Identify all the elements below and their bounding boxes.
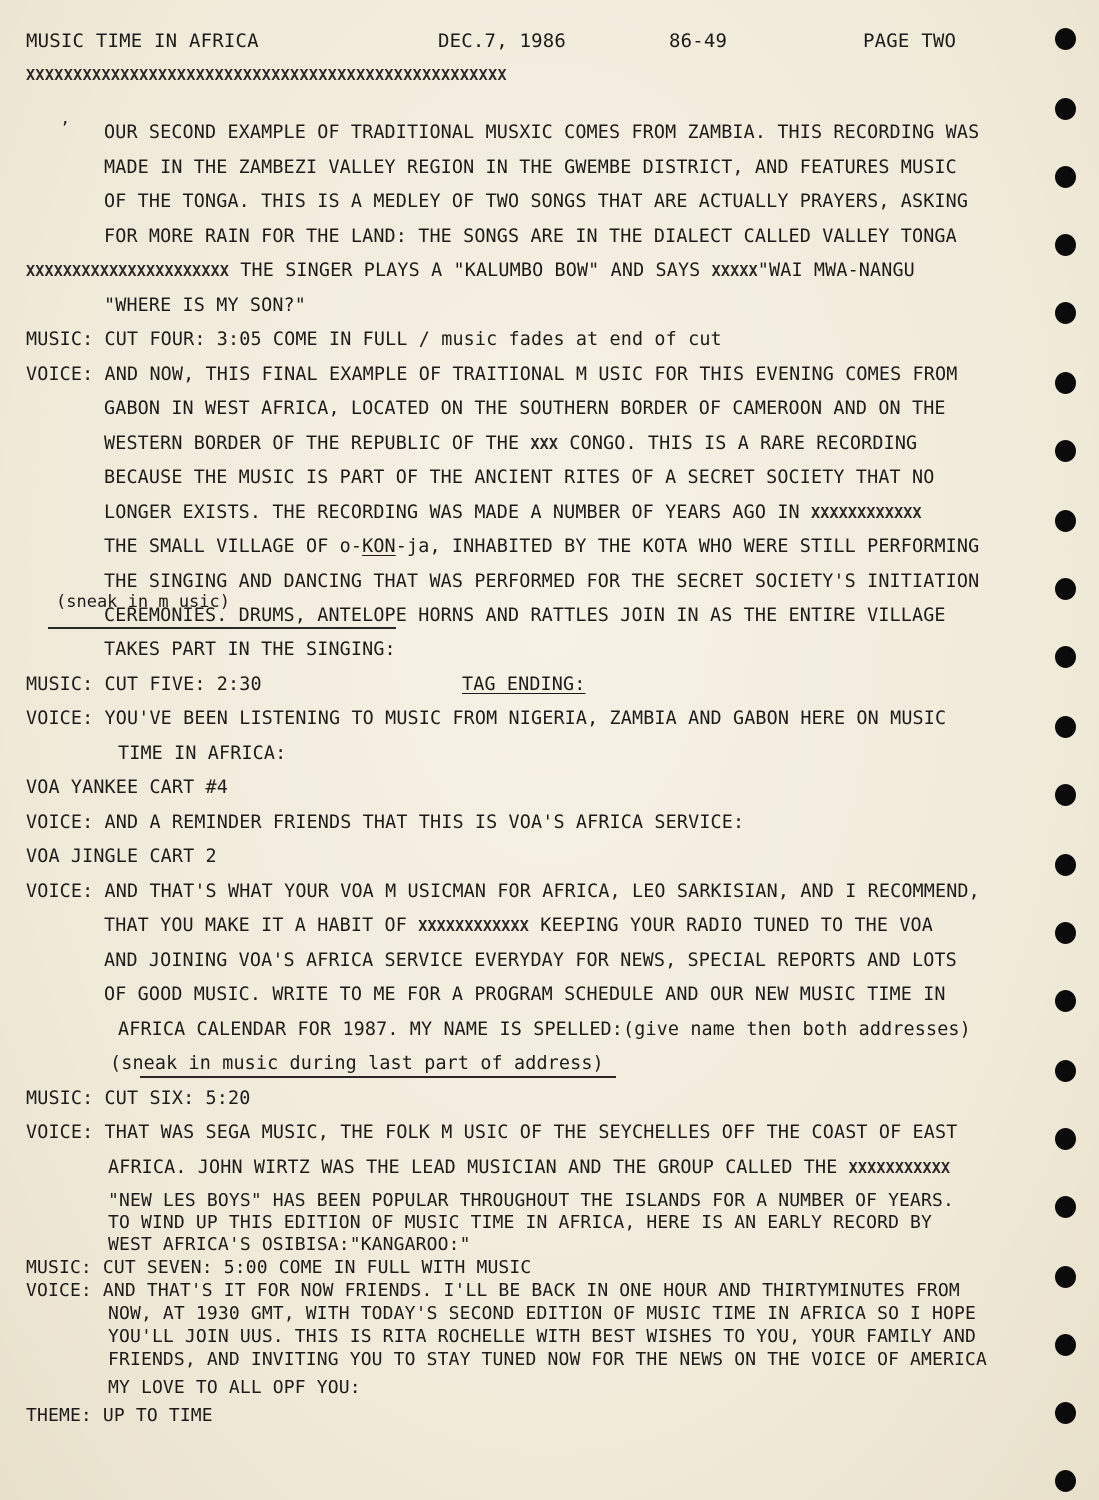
- script-line: THE SINGING AND DANCING THAT WAS PERFORMED FOR THE SECRET SOCIETY'S INITIATION: [104, 571, 980, 592]
- program-title: MUSIC TIME IN AFRICA: [26, 30, 259, 52]
- script-line: TIME IN AFRICA:: [118, 743, 287, 764]
- script-line: OF THE TONGA. THIS IS A MEDLEY OF TWO SONGS THAT ARE ACTUALLY PRAYERS, ASKING: [104, 191, 969, 212]
- binder-hole: [1055, 440, 1076, 462]
- script-text: LONGER EXISTS. THE RECORDING WAS MADE A NUMBER OF YEARS AGO IN: [104, 502, 811, 523]
- script-line: OUR SECOND EXAMPLE OF TRADITIONAL MUSXIC COMES FROM ZAMBIA. THIS RECORDING WAS: [104, 122, 980, 143]
- music-cue: MUSIC: CUT SEVEN: 5:00 COME IN FULL WITH MUSIC: [26, 1257, 532, 1278]
- tag-ending-label: TAG ENDING:: [462, 674, 586, 695]
- binder-hole: [1055, 1196, 1076, 1218]
- script-line: BECAUSE THE MUSIC IS PART OF THE ANCIENT RITES OF A SECRET SOCIETY THAT NO: [104, 467, 935, 488]
- script-line: GABON IN WEST AFRICA, LOCATED ON THE SOUTHERN BORDER OF CAMEROON AND ON THE: [104, 398, 946, 419]
- script-text: THE SMALL VILLAGE OF o-: [104, 536, 363, 557]
- script-text: -ja, INHABITED BY THE KOTA WHO WERE STILL PERFORMING: [395, 536, 980, 557]
- script-number: 86-49: [669, 30, 728, 52]
- struck-out-text: XXXXXXXXXXX: [848, 1159, 951, 1177]
- struck-out-text: XXXXXXXXXXXX: [811, 504, 922, 522]
- script-text: CONGO. THIS IS A RARE RECORDING: [558, 433, 918, 454]
- binder-hole: [1055, 510, 1076, 532]
- cart-cue: VOA YANKEE CART #4: [26, 777, 228, 798]
- music-cue: MUSIC: CUT FOUR: 3:05 COME IN FULL / music fades at end of cut: [26, 329, 722, 350]
- binder-hole: [1055, 1402, 1076, 1424]
- script-text: "WAI MWA-NANGU: [757, 260, 915, 281]
- binder-hole: [1055, 854, 1076, 876]
- script-text: KEEPING YOUR RADIO TUNED TO THE VOA: [529, 915, 933, 936]
- page-header: [26, 30, 1036, 56]
- script-line: [26, 259, 1006, 283]
- underline-rule: [140, 1076, 616, 1078]
- binder-hole: [1055, 28, 1076, 50]
- underlined-word: KON: [362, 536, 396, 557]
- script-line: NOW, AT 1930 GMT, WITH TODAY'S SECOND EDITION OF MUSIC TIME IN AFRICA SO I HOPE: [108, 1303, 976, 1324]
- binder-hole: [1055, 372, 1076, 394]
- script-line: AND JOINING VOA'S AFRICA SERVICE EVERYDAY FOR NEWS, SPECIAL REPORTS AND LOTS: [104, 950, 957, 971]
- broadcast-date: DEC.7, 1986: [438, 30, 567, 52]
- voice-cue: VOICE: AND THAT'S IT FOR NOW FRIENDS. I'LL BE BACK IN ONE HOUR AND THIRTYMINUTES FROM: [26, 1280, 960, 1301]
- handwritten-cue: (sneak in music during last part of address): [110, 1053, 604, 1074]
- script-line: OF GOOD MUSIC. WRITE TO ME FOR A PROGRAM SCHEDULE AND OUR NEW MUSIC TIME IN: [104, 984, 946, 1005]
- binder-hole: [1055, 98, 1076, 120]
- binder-hole: [1055, 1334, 1076, 1356]
- voice-cue: VOICE: YOU'VE BEEN LISTENING TO MUSIC FROM NIGERIA, ZAMBIA AND GABON HERE ON MUSIC: [26, 708, 947, 729]
- struck-out-text: XXXXXXXXXXXXXXXXXXXXXX: [26, 262, 230, 280]
- script-line: MY LOVE TO ALL OPF YOU:: [108, 1377, 361, 1398]
- script-line: [104, 501, 1004, 525]
- underline-rule: [48, 627, 396, 629]
- script-line: TO WIND UP THIS EDITION OF MUSIC TIME IN AFRICA, HERE IS AN EARLY RECORD BY: [108, 1212, 933, 1233]
- script-line: "WHERE IS MY SON?": [104, 295, 306, 316]
- binder-hole: [1055, 1266, 1076, 1288]
- binder-hole: [1055, 302, 1076, 324]
- voice-cue: VOICE: AND A REMINDER FRIENDS THAT THIS IS VOA'S AFRICA SERVICE:: [26, 812, 745, 833]
- script-text: AFRICA. JOHN WIRTZ WAS THE LEAD MUSICIAN AND THE GROUP CALLED THE: [108, 1157, 849, 1178]
- page-number: PAGE TWO: [863, 30, 957, 52]
- binder-hole: [1055, 1060, 1076, 1082]
- voice-cue: VOICE: AND NOW, THIS FINAL EXAMPLE OF TRAITIONAL M USIC FOR THIS EVENING COMES FROM: [26, 364, 958, 385]
- struck-out-text: XXX: [530, 435, 559, 453]
- binder-holes: [1055, 24, 1077, 1494]
- theme-cue: THEME: UP TO TIME: [26, 1405, 213, 1426]
- binder-hole: [1055, 166, 1076, 188]
- script-line: FOR MORE RAIN FOR THE LAND: THE SONGS ARE IN THE DIALECT CALLED VALLEY TONGA: [104, 226, 957, 247]
- script-text: THE SINGER PLAYS A "KALUMBO BOW" AND SAYS: [229, 260, 712, 281]
- struck-out-line: XXXXXXXXXXXXXXXXXXXXXXXXXXXXXXXXXXXXXXXXXXXXXXXXXXX: [26, 66, 507, 84]
- binder-hole: [1055, 922, 1076, 944]
- binder-hole: [1055, 990, 1076, 1012]
- handwritten-cue: (sneak in m usic): [56, 592, 230, 612]
- script-line: [104, 432, 917, 456]
- script-line: WEST AFRICA'S OSIBISA:"KANGAROO:": [108, 1234, 471, 1255]
- struck-out-text: XXXXX: [711, 262, 758, 280]
- binder-hole: [1055, 646, 1076, 668]
- script-line: [108, 1156, 1008, 1180]
- music-cue: MUSIC: CUT FIVE: 2:30: [26, 674, 262, 695]
- voice-cue: VOICE: THAT WAS SEGA MUSIC, THE FOLK M USIC OF THE SEYCHELLES OFF THE COAST OF EAST: [26, 1122, 958, 1143]
- voice-cue: VOICE: AND THAT'S WHAT YOUR VOA M USICMAN FOR AFRICA, LEO SARKISIAN, AND I RECOMMEND,: [26, 881, 980, 902]
- script-line: YOU'LL JOIN UUS. THIS IS RITA ROCHELLE WITH BEST WISHES TO YOU, YOUR FAMILY AND: [108, 1326, 976, 1347]
- script-line: [104, 535, 979, 559]
- binder-hole: [1055, 1470, 1076, 1492]
- struck-out-text: XXXXXXXXXXXX: [418, 917, 529, 935]
- music-cue: MUSIC: CUT SIX: 5:20: [26, 1088, 251, 1109]
- jingle-cue: VOA JINGLE CART 2: [26, 846, 217, 867]
- script-line: FRIENDS, AND INVITING YOU TO STAY TUNED NOW FOR THE NEWS ON THE VOICE OF AMERICA: [108, 1349, 987, 1370]
- binder-hole: [1055, 716, 1076, 738]
- binder-hole: [1055, 234, 1076, 256]
- script-text: THAT YOU MAKE IT A HABIT OF: [104, 915, 419, 936]
- script-line: MADE IN THE ZAMBEZI VALLEY REGION IN THE GWEMBE DISTRICT, AND FEATURES MUSIC: [104, 157, 957, 178]
- script-line: CEREMONIES. DRUMS, ANTELOPE HORNS AND RATTLES JOIN IN AS THE ENTIRE VILLAGE: [104, 605, 946, 626]
- stray-mark: ’: [60, 118, 70, 137]
- binder-hole: [1055, 784, 1076, 806]
- binder-hole: [1055, 578, 1076, 600]
- script-line: AFRICA CALENDAR FOR 1987. MY NAME IS SPELLED:(give name then both addresses): [118, 1019, 971, 1040]
- script-line: TAKES PART IN THE SINGING:: [104, 639, 396, 660]
- binder-hole: [1055, 1128, 1076, 1150]
- script-line: "NEW LES BOYS" HAS BEEN POPULAR THROUGHOUT THE ISLANDS FOR A NUMBER OF YEARS.: [108, 1190, 954, 1211]
- script-line: [104, 914, 933, 938]
- script-text: WESTERN BORDER OF THE REPUBLIC OF THE: [104, 433, 531, 454]
